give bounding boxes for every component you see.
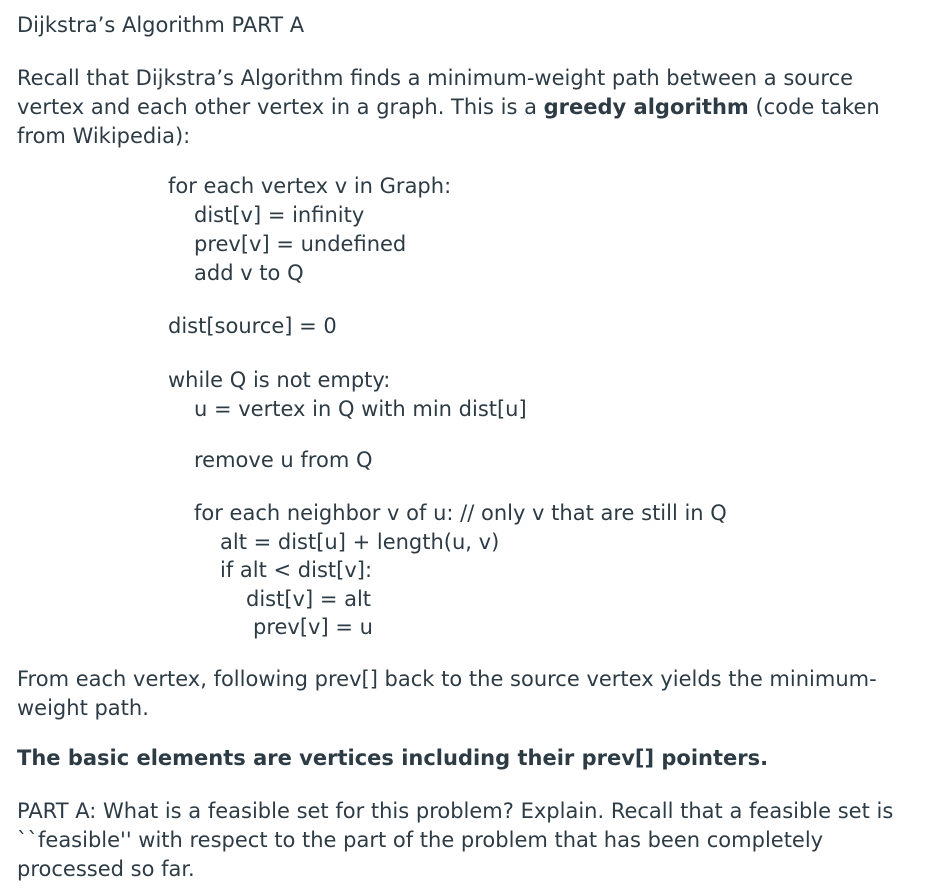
code-line-2: dist[v] = infinity — [194, 203, 365, 227]
code-line-13: prev[v] = u — [253, 615, 373, 639]
code-line-5: dist[source] = 0 — [168, 314, 337, 338]
intro-text-before: Recall that Dijkstra’s Algorithm finds a minimum-weight path between a source vertex and each other vertex in a graph. This is a — [17, 66, 854, 119]
intro-paragraph — [17, 64, 922, 151]
code-line-8: remove u from Q — [194, 448, 373, 472]
intro-text-after: (code taken from Wikipedia): — [17, 95, 880, 148]
part-a-paragraph: PART A: What is a feasible set for this problem? Explain. Recall that a feasible set is ``feasible'' with respect to the part of the problem that has been completely processed so far. — [17, 799, 894, 881]
code-line-11: if alt < dist[v]: — [220, 558, 373, 582]
code-line-1: for each vertex v in Graph: — [168, 174, 452, 198]
code-line-12: dist[v] = alt — [246, 587, 372, 611]
intro-text-bold: greedy algorithm — [543, 95, 749, 119]
code-line-4: add v to Q — [194, 261, 304, 285]
code-line-7: u = vertex in Q with min dist[u] — [194, 397, 527, 421]
code-line-6: while Q is not empty: — [168, 368, 391, 392]
basic-elements-paragraph: The basic elements are vertices including their prev[] pointers. — [17, 746, 769, 770]
page-title: Dijkstra’s Algorithm PART A — [17, 13, 305, 37]
prev-paragraph: From each vertex, following prev[] back to the source vertex yields the minimum-weight path. — [17, 667, 877, 720]
code-line-3: prev[v] = undefined — [194, 232, 407, 256]
code-line-10: alt = dist[u] + length(u, v) — [220, 530, 500, 554]
code-line-9: for each neighbor v of u: // only v that are still in Q — [194, 501, 727, 525]
